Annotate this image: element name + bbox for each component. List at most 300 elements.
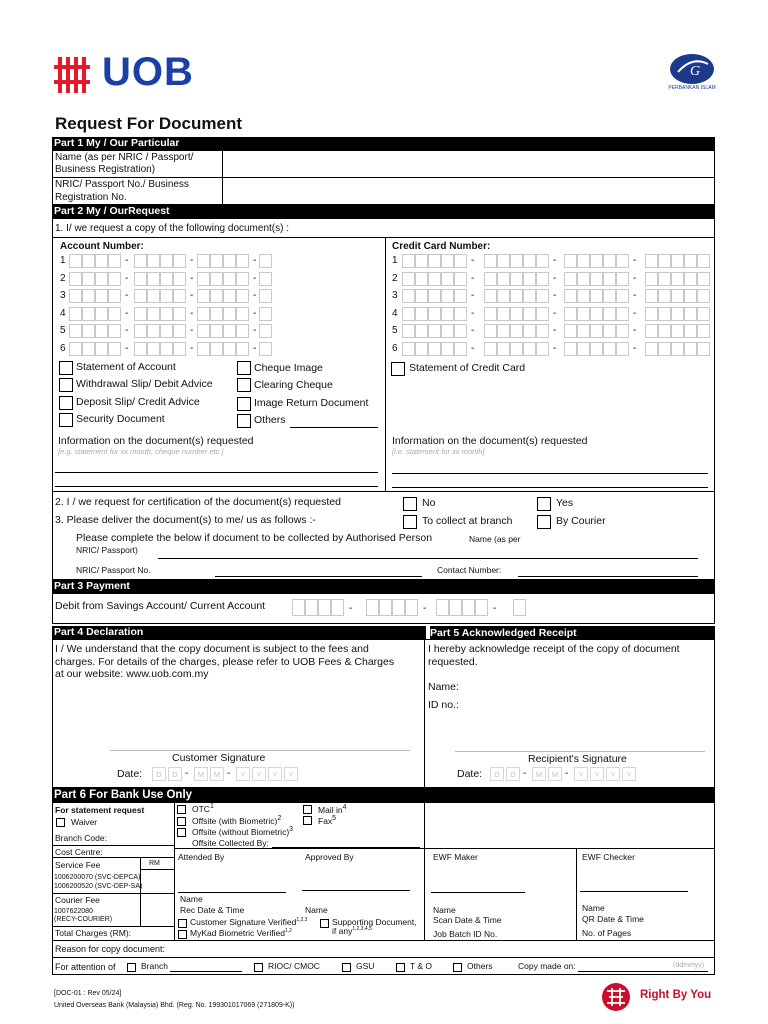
credit-card-digit-cell[interactable] xyxy=(497,307,510,321)
mykad-checkbox[interactable] xyxy=(178,930,187,939)
credit-card-digit-cell[interactable] xyxy=(536,324,549,338)
credit-card-digit-cell[interactable] xyxy=(616,307,629,321)
credit-card-digit-cell[interactable] xyxy=(484,272,497,286)
credit-card-dash: - xyxy=(471,255,475,266)
account-number-digit-cell[interactable] xyxy=(259,342,272,356)
payment-digit-cell[interactable] xyxy=(513,599,526,616)
date-dash: - xyxy=(185,768,189,779)
statement-of-credit-card-checkbox[interactable] xyxy=(391,362,405,376)
otc-checkbox[interactable] xyxy=(177,805,186,814)
credit-card-digit-cell[interactable] xyxy=(658,342,671,356)
credit-card-digit-cell[interactable] xyxy=(684,254,697,268)
credit-card-digit-cell[interactable] xyxy=(510,289,523,303)
contact-number-label: Contact Number: xyxy=(437,565,502,575)
collect-at-branch-checkbox[interactable] xyxy=(403,515,417,529)
others-line[interactable] xyxy=(290,427,378,428)
account-number-digit-cell[interactable] xyxy=(173,254,186,268)
info-field-left[interactable] xyxy=(55,455,378,485)
credit-card-digit-cell[interactable] xyxy=(402,272,415,286)
payment-digit-cell[interactable] xyxy=(475,599,488,616)
payment-digit-cell[interactable] xyxy=(292,599,305,616)
account-number-digit-cell[interactable] xyxy=(108,324,121,338)
credit-card-digit-cell[interactable] xyxy=(616,272,629,286)
credit-card-digit-cell[interactable] xyxy=(603,272,616,286)
credit-card-digit-cell[interactable] xyxy=(684,272,697,286)
approved-by-line[interactable] xyxy=(302,890,410,891)
credit-card-digit-cell[interactable] xyxy=(523,324,536,338)
credit-card-digit-cell[interactable] xyxy=(645,342,658,356)
info-field-right[interactable] xyxy=(392,455,708,485)
account-number-digit-cell[interactable] xyxy=(69,254,82,268)
credit-card-digit-cell[interactable] xyxy=(536,254,549,268)
deposit-slip-checkbox[interactable] xyxy=(59,396,73,410)
approved-name-label: Name xyxy=(305,905,328,915)
account-number-digit-cell[interactable] xyxy=(82,254,95,268)
credit-card-digit-cell[interactable] xyxy=(671,307,684,321)
account-number-digit-cell[interactable] xyxy=(95,324,108,338)
credit-card-digit-cell[interactable] xyxy=(564,342,577,356)
credit-card-digit-cell[interactable] xyxy=(684,324,697,338)
payment-digit-cell[interactable] xyxy=(462,599,475,616)
others-checkbox[interactable] xyxy=(237,414,251,428)
account-number-digit-cell[interactable] xyxy=(259,324,272,338)
account-number-digit-cell[interactable] xyxy=(210,254,223,268)
account-number-digit-cell[interactable] xyxy=(147,272,160,286)
credit-card-digit-cell[interactable] xyxy=(645,254,658,268)
date-cell[interactable]: Y xyxy=(606,767,620,781)
collect-at-branch-label: To collect at branch xyxy=(422,515,513,527)
credit-card-digit-cell[interactable] xyxy=(510,342,523,356)
credit-card-digit-cell[interactable] xyxy=(402,324,415,338)
credit-card-digit-cell[interactable] xyxy=(616,254,629,268)
credit-card-digit-cell[interactable] xyxy=(523,307,536,321)
credit-card-digit-cell[interactable] xyxy=(402,254,415,268)
account-number-digit-cell[interactable] xyxy=(259,272,272,286)
date-cell[interactable]: M xyxy=(548,767,562,781)
credit-card-digit-cell[interactable] xyxy=(523,272,536,286)
gsu-checkbox[interactable] xyxy=(342,963,351,972)
fax-label: Fax$^5$ xyxy=(318,815,337,826)
credit-card-digit-cell[interactable] xyxy=(603,324,616,338)
account-number-digit-cell[interactable] xyxy=(82,289,95,303)
account-number-digit-cell[interactable] xyxy=(134,254,147,268)
account-number-digit-cell[interactable] xyxy=(147,289,160,303)
credit-card-digit-cell[interactable] xyxy=(510,324,523,338)
credit-card-digit-cell[interactable] xyxy=(497,289,510,303)
reason-field[interactable] xyxy=(185,942,711,955)
credit-card-dash: - xyxy=(633,307,637,319)
account-number-digit-cell[interactable] xyxy=(197,289,210,303)
account-number-digit-cell[interactable] xyxy=(223,254,236,268)
supporting-doc-checkbox[interactable] xyxy=(320,919,329,928)
credit-card-dash: - xyxy=(553,290,557,301)
account-number-digit-cell[interactable] xyxy=(173,342,186,356)
credit-card-digit-cell[interactable] xyxy=(697,272,710,286)
info-hint-right: [i.e. statement for xx month] xyxy=(392,447,485,456)
account-number-digit-cell[interactable] xyxy=(108,342,121,356)
payment-digit-cell[interactable] xyxy=(318,599,331,616)
credit-card-digit-cell[interactable] xyxy=(497,342,510,356)
recipient-signature-line[interactable] xyxy=(455,751,705,752)
credit-card-digit-cell[interactable] xyxy=(484,254,497,268)
credit-card-digit-cell[interactable] xyxy=(684,307,697,321)
credit-card-digit-cell[interactable] xyxy=(484,289,497,303)
account-number-digit-cell[interactable] xyxy=(173,289,186,303)
credit-card-digit-cell[interactable] xyxy=(402,342,415,356)
account-number-digit-cell[interactable] xyxy=(223,272,236,286)
credit-card-digit-cell[interactable] xyxy=(497,254,510,268)
credit-card-digit-cell[interactable] xyxy=(658,289,671,303)
payment-digit-cell[interactable] xyxy=(405,599,418,616)
credit-card-digit-cell[interactable] xyxy=(484,307,497,321)
account-number-digit-cell[interactable] xyxy=(160,307,173,321)
credit-card-digit-cell[interactable] xyxy=(577,307,590,321)
account-number-row-number: 4 xyxy=(60,307,66,319)
credit-card-digit-cell[interactable] xyxy=(454,342,467,356)
customer-signature-line[interactable] xyxy=(110,750,410,751)
clearing-cheque-checkbox[interactable] xyxy=(237,378,251,392)
nric-field[interactable] xyxy=(224,178,714,204)
credit-card-digit-cell[interactable] xyxy=(497,272,510,286)
account-number-digit-cell[interactable] xyxy=(69,289,82,303)
others-attention-checkbox[interactable] xyxy=(453,963,462,972)
credit-card-row-number: 6 xyxy=(392,342,398,354)
date-cell[interactable]: D xyxy=(168,767,182,781)
credit-card-digit-cell[interactable] xyxy=(603,342,616,356)
cust-sig-verified-checkbox[interactable] xyxy=(178,919,187,928)
uob-logo-mark-icon xyxy=(54,57,92,93)
statement-of-credit-card-label: Statement of Credit Card xyxy=(409,362,526,374)
statement-of-account-checkbox[interactable] xyxy=(59,361,73,375)
credit-card-digit-cell[interactable] xyxy=(671,324,684,338)
date-cell[interactable]: Y xyxy=(590,767,604,781)
credit-card-digit-cell[interactable] xyxy=(428,289,441,303)
credit-card-digit-cell[interactable] xyxy=(415,324,428,338)
credit-card-digit-cell[interactable] xyxy=(590,254,603,268)
credit-card-digit-cell[interactable] xyxy=(415,289,428,303)
auth-nric-line[interactable] xyxy=(215,576,422,577)
name-field[interactable] xyxy=(224,151,714,176)
credit-card-digit-cell[interactable] xyxy=(564,254,577,268)
credit-card-digit-cell[interactable] xyxy=(671,272,684,286)
credit-card-digit-cell[interactable] xyxy=(645,324,658,338)
credit-card-digit-cell[interactable] xyxy=(658,307,671,321)
credit-card-digit-cell[interactable] xyxy=(454,272,467,286)
fax-checkbox[interactable] xyxy=(303,816,312,825)
credit-card-digit-cell[interactable] xyxy=(697,289,710,303)
account-number-digit-cell[interactable] xyxy=(108,272,121,286)
branch-line[interactable] xyxy=(170,971,242,972)
supporting-doc-label-2: if any$^{1,2,3,4,5}$ xyxy=(332,926,372,936)
certification-yes-checkbox[interactable] xyxy=(537,497,551,511)
credit-card-digit-cell[interactable] xyxy=(616,289,629,303)
credit-card-digit-cell[interactable] xyxy=(441,324,454,338)
credit-card-digit-cell[interactable] xyxy=(590,307,603,321)
account-number-digit-cell[interactable] xyxy=(259,289,272,303)
recipient-date-label: Date: xyxy=(457,768,483,780)
security-document-checkbox[interactable] xyxy=(59,413,73,427)
credit-card-digit-cell[interactable] xyxy=(454,254,467,268)
account-number-digit-cell[interactable] xyxy=(147,342,160,356)
credit-card-digit-cell[interactable] xyxy=(684,289,697,303)
account-number-digit-cell[interactable] xyxy=(197,324,210,338)
credit-card-digit-cell[interactable] xyxy=(616,342,629,356)
credit-card-digit-cell[interactable] xyxy=(402,307,415,321)
account-number-digit-cell[interactable] xyxy=(160,272,173,286)
credit-card-digit-cell[interactable] xyxy=(590,324,603,338)
credit-card-digit-cell[interactable] xyxy=(577,324,590,338)
date-cell[interactable]: D xyxy=(506,767,520,781)
credit-card-digit-cell[interactable] xyxy=(428,342,441,356)
account-number-digit-cell[interactable] xyxy=(134,289,147,303)
payment-digit-cell[interactable] xyxy=(366,599,379,616)
credit-card-digit-cell[interactable] xyxy=(564,272,577,286)
account-number-digit-cell[interactable] xyxy=(95,307,108,321)
ewf-checker-line[interactable] xyxy=(580,891,688,892)
account-number-digit-cell[interactable] xyxy=(69,324,82,338)
date-cell[interactable]: Y xyxy=(284,767,298,781)
image-return-checkbox[interactable] xyxy=(237,397,251,411)
credit-card-digit-cell[interactable] xyxy=(577,342,590,356)
credit-card-digit-cell[interactable] xyxy=(415,342,428,356)
account-number-digit-cell[interactable] xyxy=(82,307,95,321)
credit-card-digit-cell[interactable] xyxy=(671,254,684,268)
account-number-digit-cell[interactable] xyxy=(259,307,272,321)
account-number-digit-cell[interactable] xyxy=(210,342,223,356)
credit-card-digit-cell[interactable] xyxy=(510,254,523,268)
account-number-digit-cell[interactable] xyxy=(160,342,173,356)
account-number-digit-cell[interactable] xyxy=(82,272,95,286)
account-number-digit-cell[interactable] xyxy=(108,254,121,268)
credit-card-digit-cell[interactable] xyxy=(645,272,658,286)
account-number-digit-cell[interactable] xyxy=(210,307,223,321)
credit-card-digit-cell[interactable] xyxy=(697,307,710,321)
credit-card-digit-cell[interactable] xyxy=(523,254,536,268)
account-number-digit-cell[interactable] xyxy=(236,342,249,356)
account-number-digit-cell[interactable] xyxy=(82,342,95,356)
credit-card-digit-cell[interactable] xyxy=(484,342,497,356)
payment-digit-cell[interactable] xyxy=(392,599,405,616)
credit-card-digit-cell[interactable] xyxy=(590,342,603,356)
account-number-digit-cell[interactable] xyxy=(173,324,186,338)
credit-card-digit-cell[interactable] xyxy=(536,272,549,286)
account-number-digit-cell[interactable] xyxy=(210,272,223,286)
account-number-digit-cell[interactable] xyxy=(95,272,108,286)
credit-card-digit-cell[interactable] xyxy=(484,324,497,338)
credit-card-digit-cell[interactable] xyxy=(697,254,710,268)
credit-card-digit-cell[interactable] xyxy=(415,272,428,286)
account-number-digit-cell[interactable] xyxy=(147,307,160,321)
credit-card-digit-cell[interactable] xyxy=(684,342,697,356)
payment-digit-cell[interactable] xyxy=(379,599,392,616)
date-cell[interactable]: Y xyxy=(236,767,250,781)
attended-by-line[interactable] xyxy=(178,892,286,893)
credit-card-digit-cell[interactable] xyxy=(536,342,549,356)
credit-card-digit-cell[interactable] xyxy=(454,289,467,303)
credit-card-digit-cell[interactable] xyxy=(523,289,536,303)
brand-text: UOB xyxy=(102,50,194,94)
account-number-digit-cell[interactable] xyxy=(223,289,236,303)
date-cell[interactable]: M xyxy=(194,767,208,781)
by-courier-label: By Courier xyxy=(556,515,606,527)
certification-no-checkbox[interactable] xyxy=(403,497,417,511)
credit-card-digit-cell[interactable] xyxy=(603,254,616,268)
credit-card-digit-cell[interactable] xyxy=(577,289,590,303)
account-number-digit-cell[interactable] xyxy=(223,307,236,321)
date-dash: - xyxy=(227,768,231,779)
credit-card-row-number: 4 xyxy=(392,307,398,319)
credit-card-digit-cell[interactable] xyxy=(428,254,441,268)
payment-digit-cell[interactable] xyxy=(305,599,318,616)
credit-card-digit-cell[interactable] xyxy=(497,324,510,338)
credit-card-digit-cell[interactable] xyxy=(603,289,616,303)
credit-card-digit-cell[interactable] xyxy=(590,289,603,303)
date-cell[interactable]: M xyxy=(210,767,224,781)
credit-card-digit-cell[interactable] xyxy=(510,272,523,286)
date-cell[interactable]: M xyxy=(532,767,546,781)
account-number-digit-cell[interactable] xyxy=(259,254,272,268)
account-number-digit-cell[interactable] xyxy=(95,289,108,303)
account-number-digit-cell[interactable] xyxy=(160,254,173,268)
credit-card-digit-cell[interactable] xyxy=(671,289,684,303)
credit-card-digit-cell[interactable] xyxy=(697,324,710,338)
account-number-digit-cell[interactable] xyxy=(197,254,210,268)
credit-card-digit-cell[interactable] xyxy=(658,272,671,286)
account-number-digit-cell[interactable] xyxy=(197,342,210,356)
credit-card-digit-cell[interactable] xyxy=(402,289,415,303)
credit-card-digit-cell[interactable] xyxy=(564,289,577,303)
account-number-digit-cell[interactable] xyxy=(69,272,82,286)
credit-card-digit-cell[interactable] xyxy=(441,254,454,268)
cheque-image-checkbox[interactable] xyxy=(237,361,251,375)
account-number-digit-cell[interactable] xyxy=(210,324,223,338)
account-number-digit-cell[interactable] xyxy=(147,254,160,268)
credit-card-digit-cell[interactable] xyxy=(441,307,454,321)
date-cell[interactable]: Y xyxy=(252,767,266,781)
account-number-digit-cell[interactable] xyxy=(197,307,210,321)
credit-card-digit-cell[interactable] xyxy=(536,307,549,321)
credit-card-digit-cell[interactable] xyxy=(454,324,467,338)
date-cell[interactable]: Y xyxy=(574,767,588,781)
payment-digit-cell[interactable] xyxy=(449,599,462,616)
account-number-digit-cell[interactable] xyxy=(95,254,108,268)
contact-number-line[interactable] xyxy=(518,576,698,577)
account-number-digit-cell[interactable] xyxy=(223,324,236,338)
withdrawal-slip-checkbox[interactable] xyxy=(59,378,73,392)
account-number-digit-cell[interactable] xyxy=(134,272,147,286)
waiver-checkbox[interactable] xyxy=(56,818,65,827)
credit-card-digit-cell[interactable] xyxy=(428,307,441,321)
date-cell[interactable]: D xyxy=(490,767,504,781)
account-number-digit-cell[interactable] xyxy=(160,324,173,338)
credit-card-digit-cell[interactable] xyxy=(658,254,671,268)
date-cell[interactable]: Y xyxy=(622,767,636,781)
credit-card-digit-cell[interactable] xyxy=(697,342,710,356)
credit-card-digit-cell[interactable] xyxy=(564,324,577,338)
account-number-digit-cell[interactable] xyxy=(173,307,186,321)
account-number-digit-cell[interactable] xyxy=(223,342,236,356)
copy-made-line[interactable] xyxy=(578,971,708,972)
credit-card-digit-cell[interactable] xyxy=(536,289,549,303)
credit-card-digit-cell[interactable] xyxy=(577,272,590,286)
account-number-digit-cell[interactable] xyxy=(134,324,147,338)
offsite-bio-checkbox[interactable] xyxy=(177,817,186,826)
cost-centre-label: Cost Centre: xyxy=(55,847,103,857)
mail-in-checkbox[interactable] xyxy=(303,805,312,814)
name-label-2: Business Registration) xyxy=(55,164,156,175)
account-number-digit-cell[interactable] xyxy=(82,324,95,338)
branch-checkbox[interactable] xyxy=(127,963,136,972)
account-number-digit-cell[interactable] xyxy=(69,307,82,321)
account-number-digit-cell[interactable] xyxy=(197,272,210,286)
part4-heading: Part 4 Declaration xyxy=(52,626,715,639)
date-cell[interactable]: D xyxy=(152,767,166,781)
t-and-o-label: T & O xyxy=(410,961,433,971)
credit-card-digit-cell[interactable] xyxy=(441,272,454,286)
credit-card-digit-cell[interactable] xyxy=(428,324,441,338)
credit-card-digit-cell[interactable] xyxy=(428,272,441,286)
rioc-label: RIOC/ CMOC xyxy=(268,961,320,971)
account-number-digit-cell[interactable] xyxy=(210,289,223,303)
credit-card-digit-cell[interactable] xyxy=(577,254,590,268)
offsite-collected-label: Offsite Collected By: xyxy=(192,838,269,848)
account-number-digit-cell[interactable] xyxy=(134,342,147,356)
auth-name-line[interactable] xyxy=(158,558,698,559)
account-number-digit-cell[interactable] xyxy=(236,254,249,268)
rioc-checkbox[interactable] xyxy=(254,963,263,972)
account-number-digit-cell[interactable] xyxy=(95,342,108,356)
credit-card-digit-cell[interactable] xyxy=(564,307,577,321)
credit-card-digit-cell[interactable] xyxy=(645,307,658,321)
date-cell[interactable]: Y xyxy=(268,767,282,781)
credit-card-digit-cell[interactable] xyxy=(645,289,658,303)
account-number-digit-cell[interactable] xyxy=(160,289,173,303)
credit-card-digit-cell[interactable] xyxy=(671,342,684,356)
by-courier-checkbox[interactable] xyxy=(537,515,551,529)
credit-card-digit-cell[interactable] xyxy=(415,307,428,321)
credit-card-digit-cell[interactable] xyxy=(590,272,603,286)
credit-card-digit-cell[interactable] xyxy=(454,307,467,321)
payment-digit-cell[interactable] xyxy=(436,599,449,616)
account-number-digit-cell[interactable] xyxy=(236,324,249,338)
branch-code-label: Branch Code: xyxy=(55,833,107,843)
account-number-digit-cell[interactable] xyxy=(147,324,160,338)
account-number-digit-cell[interactable] xyxy=(236,307,249,321)
offsite-collected-line[interactable] xyxy=(272,847,420,848)
account-number-digit-cell[interactable] xyxy=(134,307,147,321)
account-number-digit-cell[interactable] xyxy=(69,342,82,356)
t-and-o-checkbox[interactable] xyxy=(396,963,405,972)
credit-card-digit-cell[interactable] xyxy=(510,307,523,321)
account-number-digit-cell[interactable] xyxy=(108,289,121,303)
account-number-digit-cell[interactable] xyxy=(108,307,121,321)
account-number-digit-cell[interactable] xyxy=(236,272,249,286)
account-number-digit-cell[interactable] xyxy=(173,272,186,286)
account-number-digit-cell[interactable] xyxy=(236,289,249,303)
credit-card-digit-cell[interactable] xyxy=(523,342,536,356)
credit-card-digit-cell[interactable] xyxy=(603,307,616,321)
payment-digit-cell[interactable] xyxy=(331,599,344,616)
credit-card-digit-cell[interactable] xyxy=(415,254,428,268)
offsite-nobio-checkbox[interactable] xyxy=(177,828,186,837)
credit-card-digit-cell[interactable] xyxy=(441,342,454,356)
credit-card-digit-cell[interactable] xyxy=(616,324,629,338)
svc-code-2: 1006200520 (SVC-DEP-SA) xyxy=(54,883,143,890)
ewf-maker-line[interactable] xyxy=(431,892,525,893)
part3-heading: Part 3 Payment xyxy=(52,580,715,593)
credit-card-digit-cell[interactable] xyxy=(658,324,671,338)
credit-card-digit-cell[interactable] xyxy=(441,289,454,303)
